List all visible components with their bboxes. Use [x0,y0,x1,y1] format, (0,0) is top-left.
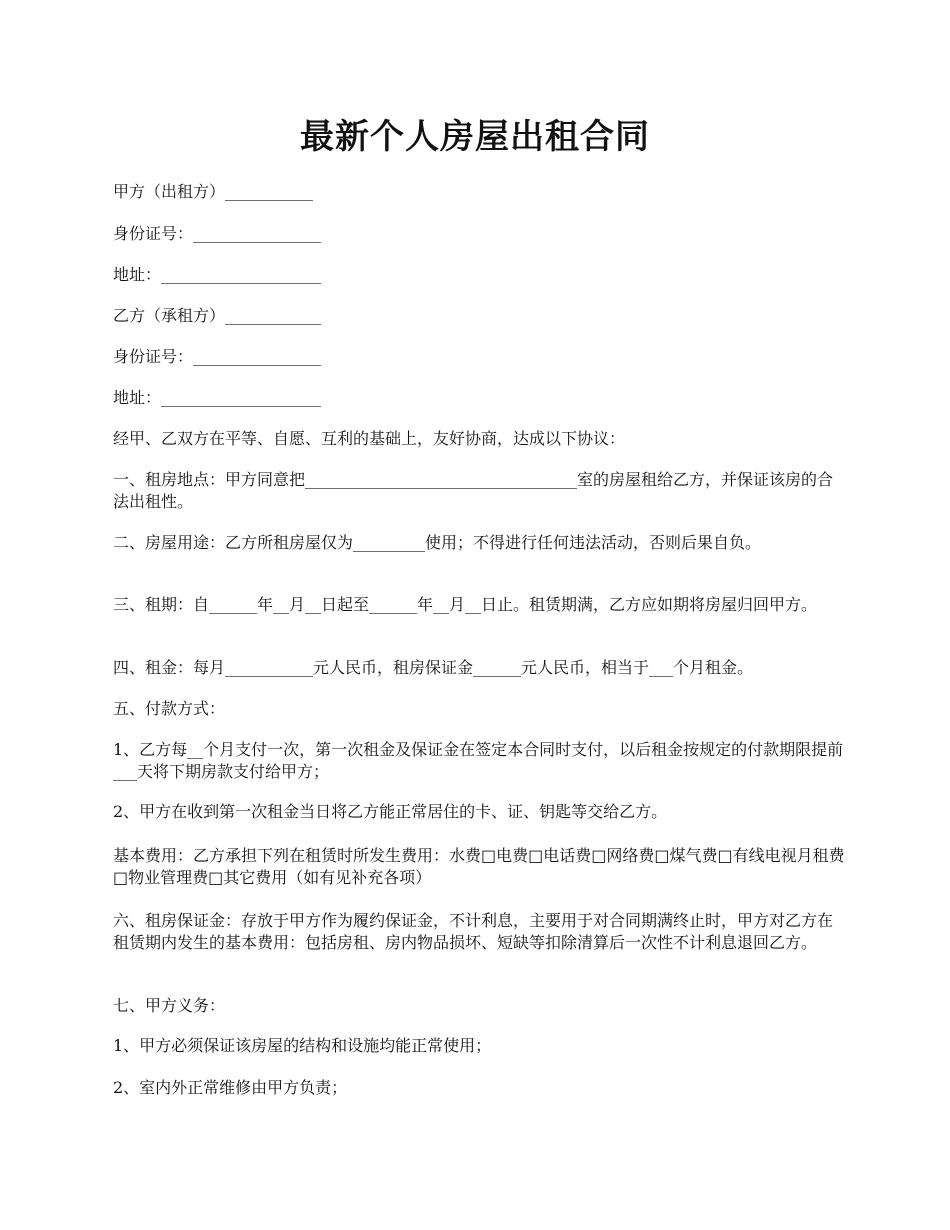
clause-3-paragraph: 三、租期：自______年__月__日起至______年__月__日止。租赁期满，乙方应如期将房屋归回甲方。 [113,595,818,614]
party-b-address-line: 地址：____________________ [113,388,322,407]
party-a-id-line: 身份证号：________________ [113,224,322,243]
clause-6-paragraph: 六、租房保证金：存放于甲方作为履约保证金，不计利息，主要用于对合同期满终止时，甲方对乙方在租赁期内发生的基本费用：包括房租、房内物品损坏、短缺等扣除清算后一次性不计利息退回乙方。 [113,911,834,952]
clause-4-paragraph: 四、租金：每月___________元人民币，租房保证金______元人民币，相当于___个月租金。 [113,658,754,677]
party-b-line: 乙方（承租方）____________ [113,306,322,325]
clause-1-paragraph: 一、租房地点：甲方同意把__________________________________室的房屋租给乙方，并保证该房的合法出租性。 [113,470,834,511]
basic-fees-paragraph: 基本费用：乙方承担下列在租赁时所发生费用：水费□电费□电话费□网络费□煤气费□有线电视月租费□物业管理费□其它费用（如有见补充各项） [113,846,845,887]
clause-5-item-1: 1、乙方每__个月支付一次，第一次租金及保证金在签定本合同时支付，以后租金按规定的付款期限提前___天将下期房款支付给甲方； [113,740,844,781]
clause-7-item-2: 2、室内外正常维修由甲方负责； [113,1078,348,1097]
party-a-line: 甲方（出租方）___________ [113,182,314,201]
clause-7-heading: 七、甲方义务： [113,996,226,1015]
clause-5-item-2: 2、甲方在收到第一次租金当日将乙方能正常居住的卡、证、钥匙等交给乙方。 [113,802,668,821]
document-title: 最新个人房屋出租合同 [300,117,650,157]
party-a-address-line: 地址：____________________ [113,265,322,284]
party-b-id-line: 身份证号：________________ [113,347,322,366]
clause-2-paragraph: 二、房屋用途：乙方所租房屋仅为_________使用；不得进行任何违法活动，否则后果自负。 [113,533,762,552]
intro-paragraph: 经甲、乙双方在平等、自愿、互利的基础上，友好协商，达成以下协议： [113,429,626,448]
clause-5-heading: 五、付款方式： [113,699,226,718]
clause-7-item-1: 1、甲方必须保证该房屋的结构和设施均能正常使用； [113,1036,492,1055]
